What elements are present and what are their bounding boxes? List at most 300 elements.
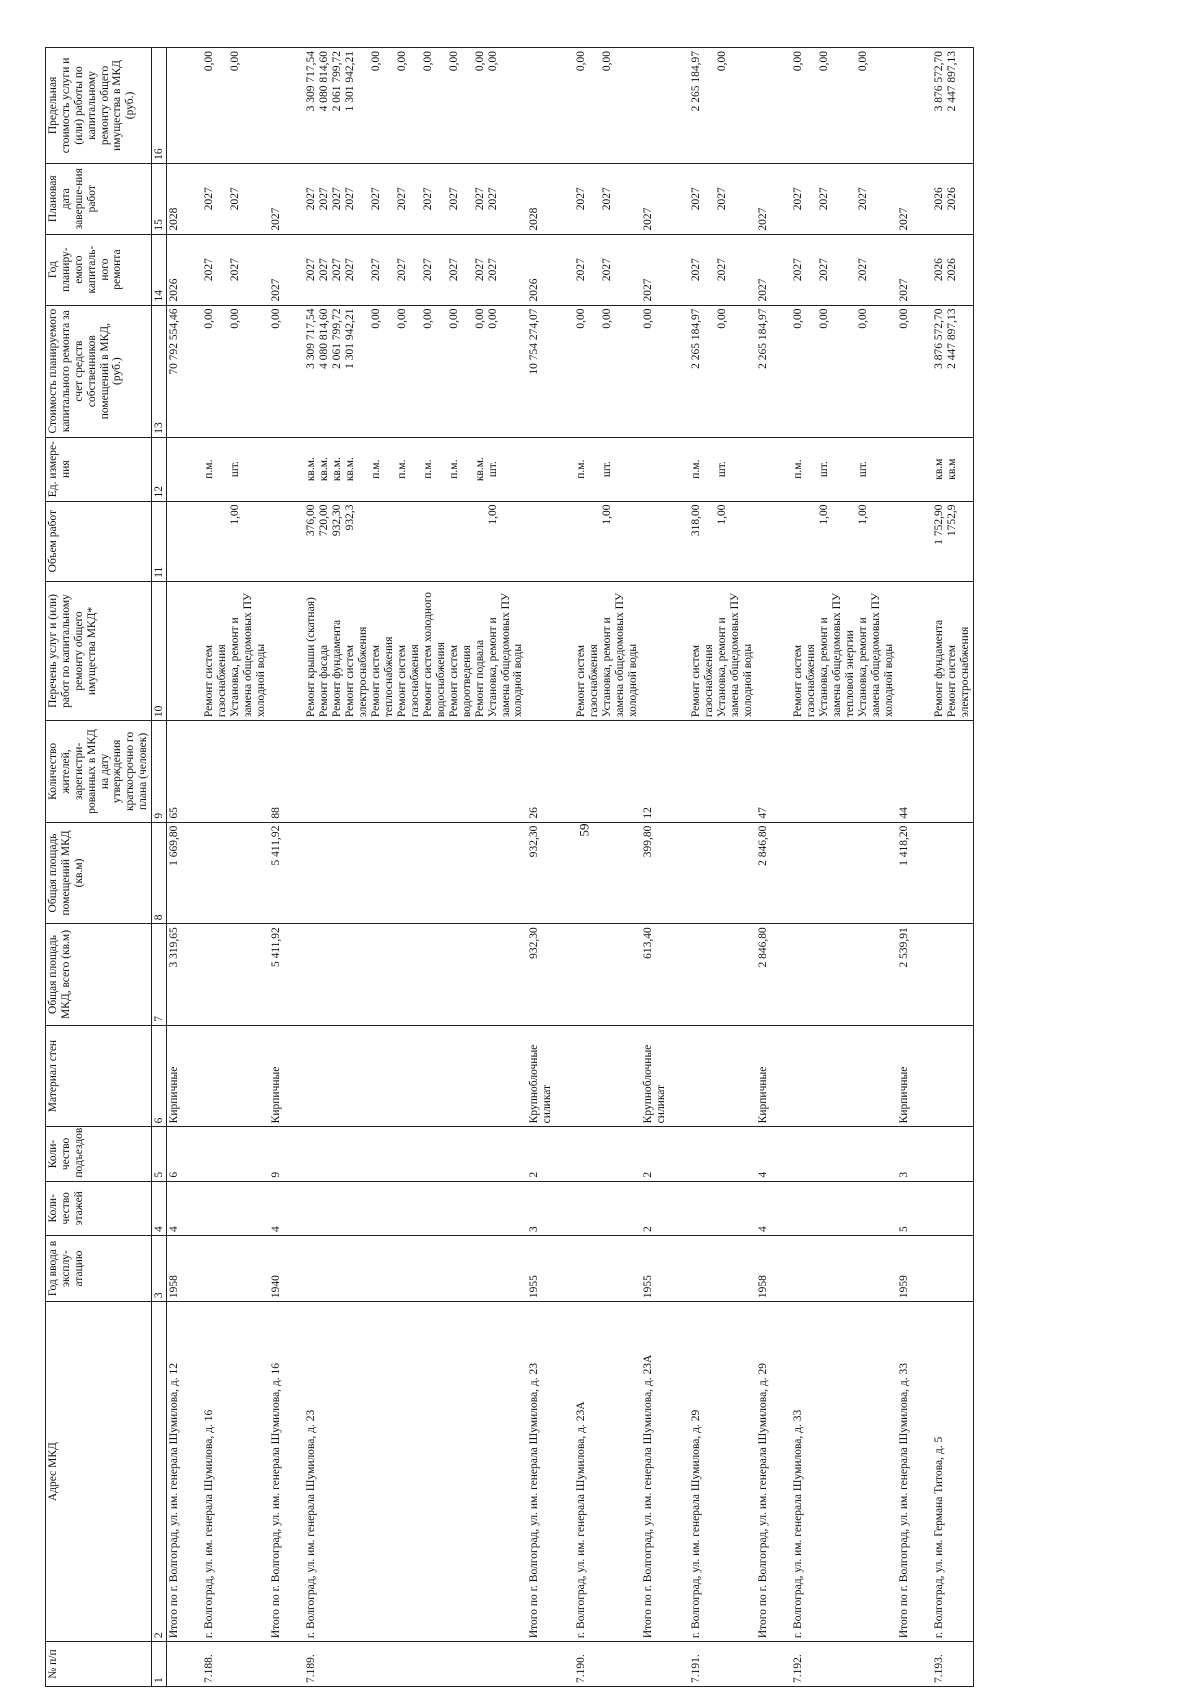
unit-entry: шт. <box>857 461 869 478</box>
completion-year-entry: 2027 <box>395 187 408 211</box>
planned-year-entry: 2027 <box>575 258 588 282</box>
repair-cost: 0,00 <box>641 305 680 437</box>
completion-year-entry: 2027 <box>330 187 343 211</box>
limit-cost-entry: 0,00 <box>447 51 460 72</box>
empty-cell <box>565 822 641 924</box>
summary-address: Итого по г. Волгоград, ул. им. генерала Шумилова, д. 29 <box>756 1302 782 1642</box>
work-item-entry: Ремонт систем водоотведения <box>447 644 473 718</box>
limit-cost-entry: 0,00 <box>228 51 241 72</box>
house-address: г. Волгоград, ул. им. Германа Титова, д. 5 <box>923 1302 974 1642</box>
column-header: Перечень услуг и (или) работ по капитальному ремонту общего имущества МКД* <box>46 581 152 720</box>
limit-cost-entry: 0,00 <box>857 51 869 72</box>
limit-cost-entry: 0,00 <box>792 51 804 72</box>
unit <box>565 437 641 501</box>
planned-year-entry: 2027 <box>304 258 317 282</box>
completion-year-entry: 2027 <box>447 187 460 211</box>
limit-cost-entry: 0,00 <box>369 51 382 72</box>
resident-count: 26 <box>527 721 566 823</box>
work-volume-entry: 1,00 <box>486 504 499 525</box>
work-volume-entry <box>474 505 487 578</box>
repair-cost-entry: 0,00 <box>716 308 729 329</box>
empty-cell <box>782 1181 897 1235</box>
planned-year: 2026 <box>527 234 566 305</box>
column-header: Общая площадь помещений МКД (кв.м) <box>46 822 152 924</box>
empty-cell <box>680 822 756 924</box>
completion-year-entry: 2026 <box>945 187 958 211</box>
unit-entry: п.м. <box>421 459 434 479</box>
empty-cell <box>565 1127 641 1181</box>
work-item-entry: Ремонт систем электроснабжения <box>343 626 369 718</box>
work-volume-entry: 1752,9 <box>945 504 958 537</box>
entrance-count: 4 <box>756 1127 782 1181</box>
resident-count: 47 <box>756 721 782 823</box>
resident-count: 65 <box>166 721 192 823</box>
unit-entry: кв.м. <box>330 457 343 482</box>
unit-entry: п.м. <box>202 459 215 479</box>
works-list <box>166 581 192 720</box>
unit-entry: шт. <box>601 461 614 478</box>
repair-cost-entry: 0,00 <box>369 308 382 329</box>
work-volume <box>269 501 295 581</box>
floor-count: 2 <box>641 1181 680 1235</box>
commission-year: 1958 <box>756 1235 782 1301</box>
works-list <box>897 581 923 720</box>
planned-year: 2027 <box>897 234 923 305</box>
completion-year <box>680 163 756 234</box>
completion-year: 2027 <box>756 163 782 234</box>
unit <box>641 437 680 501</box>
resident-count: 12 <box>641 721 680 823</box>
total-area: 5 411,92 <box>269 924 295 1026</box>
column-header: Адрес МКД <box>46 1302 152 1642</box>
completion-year <box>782 163 897 234</box>
work-volume-entry <box>575 505 601 578</box>
work-item-entry: Ремонт фасада <box>317 644 330 718</box>
column-number: 14 <box>152 234 167 305</box>
row-number <box>756 1642 782 1687</box>
unit-entry: кв.м. <box>473 457 486 482</box>
column-number: 5 <box>152 1127 167 1181</box>
unit <box>295 437 527 501</box>
limit-cost <box>756 48 782 164</box>
work-volume <box>295 501 527 581</box>
summary-row <box>269 48 295 1687</box>
column-number: 3 <box>152 1235 167 1301</box>
completion-year-entry: 2027 <box>575 187 588 211</box>
empty-cell <box>565 924 641 1026</box>
empty-cell <box>782 1235 897 1301</box>
work-item <box>923 581 974 720</box>
premises-area: 399,80 <box>641 822 680 924</box>
unit <box>756 437 782 501</box>
limit-cost-entry: 0,00 <box>486 51 499 72</box>
empty-cell <box>565 1181 641 1235</box>
work-volume-entry <box>203 505 229 578</box>
completion-year-entry: 2027 <box>818 187 830 211</box>
planned-year: 2027 <box>269 234 295 305</box>
work-volume <box>680 501 756 581</box>
works-list <box>269 581 295 720</box>
unit-entry: кв.м <box>945 458 958 480</box>
work-volume <box>527 501 566 581</box>
repair-cost-entry: 3 876 572,70 <box>932 308 945 369</box>
repair-cost <box>295 305 527 437</box>
empty-cell <box>295 1181 527 1235</box>
empty-cell <box>295 1235 527 1301</box>
column-header: Стоимость планируемого капитального ремонта за счет средств собственников помещений в МКД, (руб.) <box>46 305 152 437</box>
resident-count: 88 <box>269 721 295 823</box>
work-item <box>680 581 756 720</box>
house-row <box>782 48 897 1687</box>
work-item-entry: Установка, ремонт и замена общедомовых ПУ холодной воды <box>228 592 267 718</box>
repair-cost-entry: 0,00 <box>447 308 460 329</box>
limit-cost-entry: 4 080 814,60 <box>317 51 330 112</box>
empty-cell <box>193 1181 269 1235</box>
works-list <box>527 581 566 720</box>
repair-cost-entry: 0,00 <box>228 308 241 329</box>
column-number: 16 <box>152 48 167 164</box>
repair-cost-entry: 2 447 897,13 <box>945 308 958 369</box>
premises-area: 932,30 <box>527 822 566 924</box>
completion-year-entry: 2027 <box>716 187 729 211</box>
completion-year-entry: 2027 <box>202 187 215 211</box>
column-header: № п/п <box>46 1642 152 1687</box>
planned-year-entry: 2027 <box>202 258 215 282</box>
column-number: 4 <box>152 1181 167 1235</box>
wall-material: Крупноблочные силикат <box>641 1025 680 1127</box>
house-address: г. Волгоград, ул. им. генерала Шумилова, д. 23А <box>565 1302 641 1642</box>
planned-year-entry: 2027 <box>716 258 729 282</box>
work-volume-entry: 932,3 <box>343 504 356 531</box>
repair-cost-entry: 0,00 <box>818 308 830 329</box>
empty-cell <box>295 1127 527 1181</box>
work-item-entry: Ремонт систем газоснабжения <box>575 644 601 718</box>
row-number <box>641 1642 680 1687</box>
row-number: 7.188. <box>193 1642 269 1687</box>
column-header: Коли-чество подъездов <box>46 1127 152 1181</box>
row-number: 7.193. <box>923 1642 974 1687</box>
capital-repair-table-sheet <box>45 47 1163 1687</box>
header-row <box>46 48 152 1687</box>
unit-entry: кв.м. <box>317 457 330 482</box>
work-volume-entry <box>422 505 448 578</box>
unit-entry: п.м. <box>575 459 588 479</box>
repair-cost-entry: 2 265 184,97 <box>690 308 703 369</box>
column-number: 1 <box>152 1642 167 1687</box>
work-item-entry: Установка, ремонт и замена общедомовых ПУ холодной воды <box>601 592 640 718</box>
summary-row <box>166 48 192 1687</box>
completion-year-entry: 2027 <box>343 187 356 211</box>
repair-cost-entry: 1 301 942,21 <box>343 308 356 369</box>
empty-cell <box>680 1181 756 1235</box>
limit-cost <box>782 48 897 164</box>
completion-year-entry: 2027 <box>473 187 486 211</box>
total-area: 3 319,65 <box>166 924 192 1026</box>
work-volume-entry: 1,00 <box>601 504 614 525</box>
limit-cost <box>193 48 269 164</box>
house-address: г. Волгоград, ул. им. генерала Шумилова, д. 16 <box>193 1302 269 1642</box>
works-list <box>641 581 680 720</box>
summary-row <box>527 48 566 1687</box>
work-item-entry: Ремонт крыши (скатная) <box>304 597 317 718</box>
work-volume <box>756 501 782 581</box>
column-number: 13 <box>152 305 167 437</box>
planned-year: 2027 <box>641 234 680 305</box>
repair-cost-entry: 2 061 799,72 <box>330 308 343 369</box>
completion-year-entry: 2027 <box>228 187 241 211</box>
entrance-count: 3 <box>897 1127 923 1181</box>
floor-count: 5 <box>897 1181 923 1235</box>
planned-year-entry: 2027 <box>818 258 830 282</box>
completion-year-entry: 2027 <box>601 187 614 211</box>
empty-cell <box>923 1127 974 1181</box>
page-number: 59 <box>576 823 592 837</box>
empty-cell <box>782 822 897 924</box>
floor-count: 4 <box>166 1181 192 1235</box>
unit-entry: шт. <box>716 461 729 478</box>
work-item-entry: Ремонт систем электроснабжения <box>945 626 971 718</box>
table-body <box>166 48 973 1687</box>
floor-count: 4 <box>756 1181 782 1235</box>
limit-cost-entry: 1 301 942,21 <box>343 51 356 112</box>
house-address: г. Волгоград, ул. им. генерала Шумилова, д. 23 <box>295 1302 527 1642</box>
unit <box>269 437 295 501</box>
entrance-count: 6 <box>166 1127 192 1181</box>
repair-cost <box>782 305 897 437</box>
work-volume-entry: 318,00 <box>690 504 703 537</box>
wall-material: Кирпичные <box>756 1025 782 1127</box>
work-item-entry: Ремонт систем газоснабжения <box>792 644 817 718</box>
work-volume <box>565 501 641 581</box>
empty-cell <box>782 721 897 823</box>
works-list <box>756 581 782 720</box>
unit-entry: п.м. <box>447 459 460 479</box>
empty-cell <box>565 1025 641 1127</box>
unit-entry: шт. <box>228 461 241 478</box>
limit-cost-entry: 2 265 184,97 <box>690 51 703 112</box>
limit-cost-entry: 3 309 717,54 <box>304 51 317 112</box>
unit-entry: п.м. <box>792 459 804 479</box>
planned-year-entry: 2027 <box>395 258 408 282</box>
unit <box>166 437 192 501</box>
column-header: Количество жителей, зарегистри-рованных в МКД на дату утверждения краткосрочно го плана (человек) <box>46 721 152 823</box>
entrance-count: 9 <box>269 1127 295 1181</box>
premises-area: 5 411,92 <box>269 822 295 924</box>
work-volume-entry: 376,00 <box>304 504 317 537</box>
limit-cost <box>565 48 641 164</box>
limit-cost <box>641 48 680 164</box>
empty-cell <box>295 924 527 1026</box>
empty-cell <box>565 1235 641 1301</box>
empty-cell <box>193 721 269 823</box>
work-volume-entry: 720,00 <box>317 504 330 537</box>
column-number-row <box>152 48 167 1687</box>
premises-area: 1 418,20 <box>897 822 923 924</box>
unit-entry: кв.м. <box>304 457 317 482</box>
empty-cell <box>680 924 756 1026</box>
work-volume-entry: 1,00 <box>857 504 869 525</box>
work-item-entry: Установка, ремонт и замена общедомовых ПУ холодной воды <box>486 592 525 718</box>
row-number <box>897 1642 923 1687</box>
work-volume-entry: 1,00 <box>228 504 241 525</box>
work-volume-entry <box>396 505 422 578</box>
unit-entry: кв.м <box>932 458 945 480</box>
work-volume-entry: 1,00 <box>818 504 830 525</box>
completion-year-entry: 2027 <box>857 187 869 211</box>
house-row <box>923 48 974 1687</box>
empty-cell <box>680 721 756 823</box>
empty-cell <box>193 1127 269 1181</box>
column-number: 6 <box>152 1025 167 1127</box>
completion-year-entry: 2026 <box>932 187 945 211</box>
wall-material: Кирпичные <box>269 1025 295 1127</box>
limit-cost <box>269 48 295 164</box>
commission-year: 1959 <box>897 1235 923 1301</box>
work-volume-entry <box>448 505 474 578</box>
empty-cell <box>923 721 974 823</box>
planned-year-entry: 2026 <box>932 258 945 282</box>
summary-address: Итого по г. Волгоград, ул. им. генерала Шумилова, д. 33 <box>897 1302 923 1642</box>
completion-year <box>923 163 974 234</box>
empty-cell <box>923 924 974 1026</box>
column-header: Год планиру-емого капиталь-ного ремонта <box>46 234 152 305</box>
work-volume <box>641 501 680 581</box>
repair-cost: 10 754 274,07 <box>527 305 566 437</box>
completion-year-entry: 2027 <box>486 187 499 211</box>
row-number <box>527 1642 566 1687</box>
row-number <box>269 1642 295 1687</box>
empty-cell <box>923 822 974 924</box>
completion-year: 2028 <box>166 163 192 234</box>
entrance-count: 2 <box>527 1127 566 1181</box>
column-number: 8 <box>152 822 167 924</box>
repair-cost-entry: 0,00 <box>857 308 869 329</box>
planned-year: 2026 <box>166 234 192 305</box>
repair-cost-entry: 0,00 <box>575 308 588 329</box>
empty-cell <box>193 822 269 924</box>
work-item-entry: Ремонт подвала <box>473 639 486 718</box>
completion-year-entry: 2027 <box>792 187 804 211</box>
work-item <box>193 581 269 720</box>
planned-year <box>565 234 641 305</box>
unit-entry: п.м. <box>395 459 408 479</box>
repair-cost-entry: 0,00 <box>601 308 614 329</box>
column-number: 15 <box>152 163 167 234</box>
limit-cost <box>527 48 566 164</box>
completion-year <box>193 163 269 234</box>
commission-year: 1940 <box>269 1235 295 1301</box>
planned-year-entry: 2027 <box>343 258 356 282</box>
repair-cost <box>565 305 641 437</box>
work-item-entry: Ремонт систем газоснабжения <box>202 644 228 718</box>
summary-address: Итого по г. Волгоград, ул. им. генерала Шумилова, д. 12 <box>166 1302 192 1642</box>
limit-cost-entry: 3 876 572,70 <box>932 51 945 112</box>
work-item <box>782 581 897 720</box>
repair-cost-entry: 3 309 717,54 <box>304 308 317 369</box>
repair-cost: 70 792 554,46 <box>166 305 192 437</box>
column-header: Год ввода в эксплу-атацию <box>46 1235 152 1301</box>
limit-cost <box>897 48 923 164</box>
repair-cost-entry: 0,00 <box>395 308 408 329</box>
total-area: 2 846,80 <box>756 924 782 1026</box>
summary-row <box>897 48 923 1687</box>
planned-year-entry: 2027 <box>228 258 241 282</box>
wall-material: Кирпичные <box>166 1025 192 1127</box>
limit-cost-entry: 0,00 <box>575 51 588 72</box>
completion-year-entry: 2027 <box>317 187 330 211</box>
summary-address: Итого по г. Волгоград, ул. им. генерала Шумилова, д. 16 <box>269 1302 295 1642</box>
empty-cell <box>923 1235 974 1301</box>
column-header: Коли-чество этажей <box>46 1181 152 1235</box>
work-volume-entry <box>792 505 818 578</box>
capital-repair-table <box>45 47 974 1687</box>
repair-cost-entry: 0,00 <box>473 308 486 329</box>
work-item-entry: Ремонт систем холодного водоснабжения <box>421 592 447 718</box>
planned-year: 2027 <box>756 234 782 305</box>
unit-entry: шт. <box>818 461 830 478</box>
unit <box>680 437 756 501</box>
house-row <box>193 48 269 1687</box>
wall-material: Кирпичные <box>897 1025 923 1127</box>
unit <box>897 437 923 501</box>
row-number: 7.190. <box>565 1642 641 1687</box>
column-header: Материал стен <box>46 1025 152 1127</box>
repair-cost: 0,00 <box>897 305 923 437</box>
completion-year-entry: 2027 <box>369 187 382 211</box>
work-volume-entry: 1,00 <box>716 504 729 525</box>
limit-cost-entry: 0,00 <box>818 51 830 72</box>
unit-entry: шт. <box>486 461 499 478</box>
planned-year-entry: 2027 <box>369 258 382 282</box>
planned-year-entry: 2026 <box>945 258 958 282</box>
completion-year <box>565 163 641 234</box>
entrance-count: 2 <box>641 1127 680 1181</box>
planned-year <box>295 234 527 305</box>
house-address: г. Волгоград, ул. им. генерала Шумилова, д. 29 <box>680 1302 756 1642</box>
house-row <box>295 48 527 1687</box>
planned-year-entry: 2027 <box>690 258 703 282</box>
repair-cost <box>923 305 974 437</box>
planned-year-entry: 2027 <box>486 258 499 282</box>
work-item-entry: Ремонт систем газоснабжения <box>690 644 715 718</box>
work-volume <box>166 501 192 581</box>
work-volume <box>193 501 269 581</box>
limit-cost-entry: 2 447 897,13 <box>945 51 958 112</box>
column-header: Плановая дата заверше-ния работ <box>46 163 152 234</box>
floor-count: 3 <box>527 1181 566 1235</box>
empty-cell <box>680 1127 756 1181</box>
empty-cell <box>295 721 527 823</box>
commission-year: 1958 <box>166 1235 192 1301</box>
planned-year <box>923 234 974 305</box>
limit-cost-entry: 0,00 <box>716 51 729 72</box>
row-number: 7.192. <box>782 1642 897 1687</box>
commission-year: 1955 <box>527 1235 566 1301</box>
empty-cell <box>923 1025 974 1127</box>
column-header: Ед. измере-ния <box>46 437 152 501</box>
row-number: 7.191. <box>680 1642 756 1687</box>
house-row <box>680 48 756 1687</box>
work-volume-entry: 1 752,90 <box>932 504 945 545</box>
row-number: 7.189. <box>295 1642 527 1687</box>
planned-year-entry: 2027 <box>601 258 614 282</box>
empty-cell <box>680 1025 756 1127</box>
work-volume <box>897 501 923 581</box>
repair-cost-entry: 0,00 <box>486 308 499 329</box>
premises-area: 2 846,80 <box>756 822 782 924</box>
repair-cost-entry: 4 080 814,60 <box>317 308 330 369</box>
column-number: 12 <box>152 437 167 501</box>
